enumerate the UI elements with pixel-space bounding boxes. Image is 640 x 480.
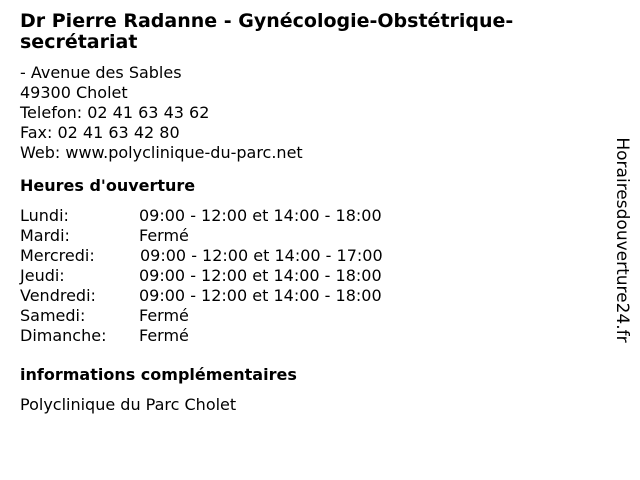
time-value: Fermé [139, 306, 189, 325]
fax-number: Fax: 02 41 63 42 80 [20, 123, 180, 142]
opening-hours-list [20, 206, 600, 346]
time-value: 09:00 - 12:00 et 14:00 - 17:00 [140, 246, 383, 265]
day-label: Dimanche: [20, 326, 107, 345]
info-text: Polyclinique du Parc Cholet [20, 395, 237, 414]
time-value: 09:00 - 12:00 et 14:00 - 18:00 [139, 206, 382, 225]
city-address: 49300 Cholet [20, 83, 128, 102]
time-value: 09:00 - 12:00 et 14:00 - 18:00 [139, 286, 382, 305]
hours-row-vendredi [20, 286, 600, 306]
address-block [20, 63, 600, 163]
day-label: Lundi: [20, 206, 69, 225]
day-label: Jeudi: [20, 266, 65, 285]
hours-row-samedi [20, 306, 600, 326]
day-label: Mercredi: [20, 246, 95, 265]
day-label: Vendredi: [20, 286, 96, 305]
hours-row-dimanche [20, 326, 600, 346]
time-value: Fermé [139, 326, 189, 345]
site-watermark: Horairesdouverture24.fr [612, 137, 632, 343]
phone-number: Telefon: 02 41 63 43 62 [20, 103, 210, 122]
street-address: - Avenue des Sables [20, 63, 182, 82]
hours-row-jeudi [20, 266, 600, 286]
hours-row-mardi [20, 226, 600, 246]
hours-row-mercredi [20, 246, 600, 266]
business-card [20, 11, 600, 415]
time-value: 09:00 - 12:00 et 14:00 - 18:00 [139, 266, 382, 285]
website: Web: www.polyclinique-du-parc.net [20, 143, 303, 162]
day-label: Mardi: [20, 226, 70, 245]
time-value: Fermé [139, 226, 189, 245]
hours-row-lundi [20, 206, 600, 226]
day-label: Samedi: [20, 306, 86, 325]
info-heading: informations complémentaires [20, 365, 297, 384]
page-title: Dr Pierre Radanne - Gynécologie-Obstétrique- secrétariat [20, 10, 514, 53]
hours-heading: Heures d'ouverture [20, 176, 196, 195]
